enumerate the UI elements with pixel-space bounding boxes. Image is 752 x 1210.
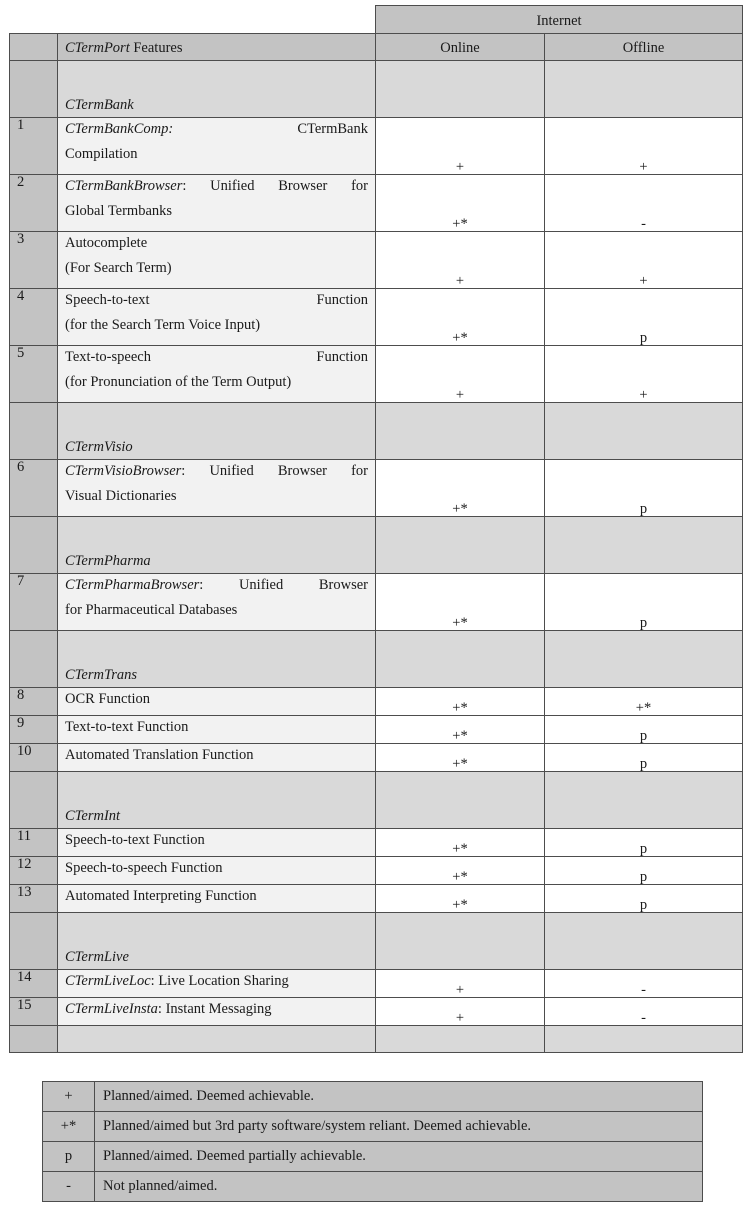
row-online-mark: +*	[376, 744, 545, 772]
header-offline-label: Offline	[622, 39, 665, 56]
group-row-num	[10, 772, 58, 829]
header-features-label-italic: CTermPort	[65, 39, 130, 56]
row-number: 7	[17, 573, 25, 589]
table-row	[10, 970, 743, 998]
group-row-num	[10, 517, 58, 574]
table-row	[10, 574, 743, 631]
table-row	[10, 289, 743, 346]
row-number-cell	[10, 175, 58, 232]
row-feature-cell	[58, 829, 376, 857]
ctermport-features-table	[9, 5, 743, 1053]
row-number: 6	[17, 459, 25, 475]
legend-description: Planned/aimed. Deemed partially achievable.	[95, 1142, 703, 1172]
table-row	[10, 885, 743, 913]
table-header-row-columns	[10, 34, 743, 61]
group-row-num	[10, 631, 58, 688]
row-offline-mark: p	[545, 744, 743, 772]
row-number: 5	[17, 345, 25, 361]
legend-row	[43, 1172, 703, 1202]
row-online-mark: +*	[376, 460, 545, 517]
row-number: 13	[17, 884, 32, 900]
row-number: 12	[17, 856, 32, 872]
row-feature-text: Automated Translation Function	[65, 747, 254, 763]
table-row	[10, 716, 743, 744]
table-group-row	[10, 913, 743, 970]
row-feature-cell	[58, 857, 376, 885]
table-row	[10, 744, 743, 772]
group-row-title: CTermBank	[65, 96, 134, 113]
legend-row	[43, 1142, 703, 1172]
row-online-mark: +*	[376, 574, 545, 631]
group-row-title-cell	[58, 61, 376, 118]
row-feature-text-line2: (for the Search Term Voice Input)	[65, 316, 261, 333]
row-number: 1	[17, 117, 25, 133]
group-row-offline	[545, 61, 743, 118]
row-number: 8	[17, 687, 25, 703]
row-feature-cell	[58, 885, 376, 913]
row-feature-cell	[58, 716, 376, 744]
group-row-num	[10, 403, 58, 460]
row-number-cell	[10, 118, 58, 175]
row-feature-cell	[58, 232, 376, 289]
tail-row-features	[58, 1026, 376, 1053]
legend-symbol: +*	[43, 1112, 95, 1142]
row-offline-mark: -	[545, 998, 743, 1026]
row-number: 14	[17, 969, 32, 985]
group-row-num	[10, 61, 58, 118]
row-feature-cell	[58, 970, 376, 998]
row-offline-mark: p	[545, 289, 743, 346]
row-feature-text: : Instant Messaging	[157, 1001, 272, 1017]
table-group-row	[10, 517, 743, 574]
group-row-title: CTermPharma	[65, 552, 151, 569]
row-feature-name: CTermLiveLoc	[65, 973, 151, 989]
row-feature-text-line2: Visual Dictionaries	[65, 487, 177, 504]
header-features-label-rest: Features	[129, 39, 183, 56]
table-row	[10, 857, 743, 885]
header-internet-label: Internet	[536, 12, 582, 29]
row-feature-text: Autocomplete	[65, 235, 148, 251]
header-internet-group	[376, 6, 743, 34]
header-features-col	[58, 34, 376, 61]
group-row-offline	[545, 772, 743, 829]
group-row-title-cell	[58, 772, 376, 829]
tail-row-online	[376, 1026, 545, 1053]
group-row-title-cell	[58, 913, 376, 970]
row-feature-text: : Unified Browser for	[182, 178, 368, 194]
row-online-mark: +*	[376, 716, 545, 744]
header-offline-col	[545, 34, 743, 61]
tail-row-offline	[545, 1026, 743, 1053]
row-feature-text: : Unified Browser	[199, 577, 368, 593]
row-online-mark: +	[376, 970, 545, 998]
table-group-row	[10, 631, 743, 688]
legend-symbol: +	[43, 1082, 95, 1112]
row-number-cell	[10, 232, 58, 289]
table-row	[10, 118, 743, 175]
table-row	[10, 688, 743, 716]
group-row-title-cell	[58, 631, 376, 688]
header-spacer-features	[58, 6, 376, 34]
group-row-online	[376, 403, 545, 460]
row-feature-text-line2: Compilation	[65, 145, 138, 162]
legend-row	[43, 1112, 703, 1142]
group-row-online	[376, 517, 545, 574]
table-group-row	[10, 403, 743, 460]
row-feature-text: : Live Location Sharing	[150, 973, 289, 989]
row-feature-text-line2: (For Search Term)	[65, 259, 172, 276]
row-feature-text: Automated Interpreting Function	[65, 888, 257, 904]
row-number: 4	[17, 288, 25, 304]
row-online-mark: +	[376, 998, 545, 1026]
row-offline-mark: +*	[545, 688, 743, 716]
row-feature-name: CTermVisioBrowser	[65, 463, 182, 479]
group-row-offline	[545, 913, 743, 970]
row-offline-mark: p	[545, 885, 743, 913]
row-feature-text: Speech-to-speech Function	[65, 860, 223, 876]
table-row	[10, 998, 743, 1026]
row-feature-cell	[58, 175, 376, 232]
row-feature-text: Speech-to-text Function	[65, 292, 368, 308]
row-offline-mark: +	[545, 346, 743, 403]
row-feature-cell	[58, 688, 376, 716]
row-number: 3	[17, 231, 25, 247]
row-number-cell	[10, 885, 58, 913]
row-online-mark: +	[376, 118, 545, 175]
group-row-title-cell	[58, 403, 376, 460]
legend-description: Not planned/aimed.	[95, 1172, 703, 1202]
table-row	[10, 346, 743, 403]
row-offline-mark: -	[545, 175, 743, 232]
table-row	[10, 232, 743, 289]
row-number-cell	[10, 574, 58, 631]
table-tail-row	[10, 1026, 743, 1053]
row-feature-cell	[58, 346, 376, 403]
group-row-offline	[545, 517, 743, 574]
row-feature-cell	[58, 289, 376, 346]
group-row-online	[376, 61, 545, 118]
row-number-cell	[10, 998, 58, 1026]
row-feature-cell	[58, 460, 376, 517]
row-online-mark: +	[376, 232, 545, 289]
table-row	[10, 829, 743, 857]
group-row-title: CTermVisio	[65, 438, 133, 455]
row-offline-mark: -	[545, 970, 743, 998]
row-feature-cell	[58, 744, 376, 772]
row-number-cell	[10, 460, 58, 517]
legend-row	[43, 1082, 703, 1112]
row-feature-name: CTermPharmaBrowser	[65, 577, 200, 593]
row-online-mark: +*	[376, 688, 545, 716]
header-num-col	[10, 34, 58, 61]
table-group-row	[10, 61, 743, 118]
header-online-label: Online	[440, 39, 480, 56]
tail-row-num	[10, 1026, 58, 1053]
legend-description: Planned/aimed. Deemed achievable.	[95, 1082, 703, 1112]
row-feature-text-line2: for Pharmaceutical Databases	[65, 601, 238, 618]
group-row-offline	[545, 631, 743, 688]
table-group-row	[10, 772, 743, 829]
row-offline-mark: p	[545, 829, 743, 857]
group-row-offline	[545, 403, 743, 460]
row-number: 2	[17, 174, 25, 190]
group-row-num	[10, 913, 58, 970]
group-row-online	[376, 913, 545, 970]
row-number-cell	[10, 744, 58, 772]
legend-description: Planned/aimed but 3rd party software/system reliant. Deemed achievable.	[95, 1112, 703, 1142]
row-feature-text: Text-to-text Function	[65, 719, 189, 735]
group-row-title: CTermInt	[65, 807, 121, 824]
table-row	[10, 175, 743, 232]
row-feature-cell	[58, 574, 376, 631]
row-online-mark: +	[376, 346, 545, 403]
row-number-cell	[10, 346, 58, 403]
group-row-title-cell	[58, 517, 376, 574]
row-feature-text: OCR Function	[65, 691, 150, 707]
row-offline-mark: +	[545, 232, 743, 289]
legend-symbol: -	[43, 1172, 95, 1202]
row-feature-text: CTermBank	[173, 121, 368, 137]
row-number: 15	[17, 997, 32, 1013]
row-online-mark: +*	[376, 289, 545, 346]
table-row	[10, 460, 743, 517]
row-offline-mark: p	[545, 716, 743, 744]
group-row-title: CTermTrans	[65, 666, 138, 683]
row-online-mark: +*	[376, 829, 545, 857]
row-number: 11	[17, 828, 31, 844]
row-feature-text-line2: (for Pronunciation of the Term Output)	[65, 373, 292, 390]
header-spacer-num	[10, 6, 58, 34]
row-feature-text: : Unified Browser for	[181, 463, 368, 479]
row-number: 9	[17, 715, 25, 731]
row-number-cell	[10, 289, 58, 346]
row-offline-mark: p	[545, 574, 743, 631]
row-offline-mark: p	[545, 460, 743, 517]
row-feature-text-line2: Global Termbanks	[65, 202, 173, 219]
row-online-mark: +*	[376, 175, 545, 232]
row-offline-mark: +	[545, 118, 743, 175]
row-feature-text: Speech-to-text Function	[65, 832, 205, 848]
row-feature-name: CTermBankComp:	[65, 121, 174, 137]
row-online-mark: +*	[376, 857, 545, 885]
row-number: 10	[17, 743, 32, 759]
group-row-online	[376, 772, 545, 829]
row-offline-mark: p	[545, 857, 743, 885]
row-feature-text: Text-to-speech Function	[65, 349, 368, 365]
row-feature-name: CTermBankBrowser	[65, 178, 183, 194]
group-row-online	[376, 631, 545, 688]
header-online-col	[376, 34, 545, 61]
group-row-title: CTermLive	[65, 948, 129, 965]
legend-table	[42, 1081, 703, 1202]
row-feature-cell	[58, 998, 376, 1026]
row-feature-name: CTermLiveInsta	[65, 1001, 158, 1017]
row-online-mark: +*	[376, 885, 545, 913]
row-feature-cell	[58, 118, 376, 175]
table-header-row-group	[10, 6, 743, 34]
legend-symbol: p	[43, 1142, 95, 1172]
